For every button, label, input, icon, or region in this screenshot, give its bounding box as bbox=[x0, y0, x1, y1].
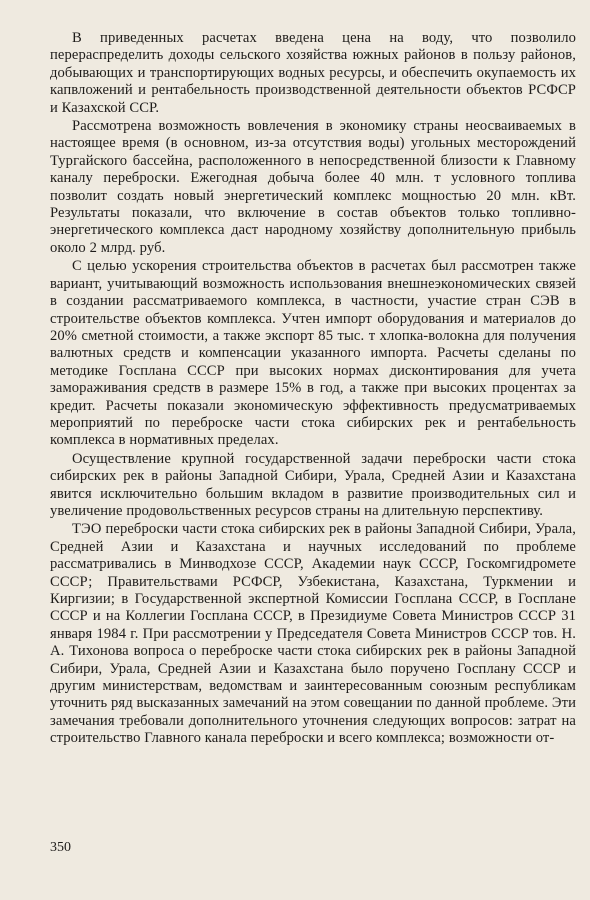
paragraph-comecon-variant: С целью ускорения строительства объектов в расчетах был рассмотрен также вариант, учитывающий возможность использования внешнеэкономических связей в создании рассматриваемого комплекса, в частности, участие стран СЭВ в строительстве объектов комплекса. Учтен импорт оборудования и материалов до 20% сметной стоимости, а также экспорт 85 тыс. т хлопка-волокна для получения валютных средств и компенсации указанного импорта. Расчеты сделаны по методике Госплана СССР при высоких нормах дисконтирования для учета замораживания средств в размере 15% в год, а также при высоких процентах за кредит. Расчеты показали экономическую эффективность предусматриваемых мероприятий по переброске части стока сибирских рек и рентабельность комплекса в нормативных пределах. bbox=[50, 258, 576, 449]
page-number: 350 bbox=[50, 840, 71, 855]
paragraph-turgai-coal: Рассмотрена возможность вовлечения в экономику страны неосваиваемых в настоящее время (в основном, из-за отсутствия воды) угольных месторождений Тургайского бассейна, расположенного в непосредственной близости к Главному каналу переброски. Ежегодная добыча более 40 млн. т условного топлива позволит создать новый энергетический комплекс мощностью 20 млн. кВт. Результаты показали, что включение в состав объектов только топливно-энергетического комплекса даст народному хозяйству дополнительную прибыль около 2 млрд. руб. bbox=[50, 118, 576, 256]
paragraph-feasibility-review: ТЭО переброски части стока сибирских рек в районы Западной Сибири, Урала, Средней Азии и Казахстана и научных исследований по проблеме рассматривались в Минводхозе СССР, Академии наук СССР, Госкомгидромете СССР; Правительствами РСФСР, Узбекистана, Казахстана, Туркмении и Киргизии; в Государственной экспертной Комиссии Госплана СССР, в Госплане СССР и на Коллегии Госплана СССР, в Президиуме Совета Министров СССР 31 января 1984 г. При рассмотрении у Председателя Совета Министров СССР тов. Н. А. Тихонова вопроса о переброске части стока сибирских рек в районы Западной Сибири, Урала, Средней Азии и Казахстана было поручено Госплану СССР и другим министерствам, ведомствам и заинтересованным союзным республикам уточнить ряд высказанных замечаний на этом совещании по данной проблеме. Эти замечания требовали дополнительного уточнения следующих вопросов: затрат на строительство Главного канала переброски и всего комплекса; возможности от- bbox=[50, 521, 576, 747]
paragraph-water-price: В приведенных расчетах введена цена на воду, что позволило перераспределить доходы сельского хозяйства южных районов в пользу районов, добывающих и транспортирующих водных ресурсы, и обеспечить окупаемость их капвложений и рентабельность производственной деятельности объектов РСФСР и Казахской ССР. bbox=[50, 30, 576, 116]
paragraph-state-task: Осуществление крупной государственной задачи переброски части стока сибирских рек в районы Западной Сибири, Урала, Средней Азии и Казахстана явится исключительно большим вкладом в развитие производительных сил и увеличение продовольственных ресурсов страны на длительную перспективу. bbox=[50, 450, 576, 519]
body-text bbox=[50, 30, 576, 748]
